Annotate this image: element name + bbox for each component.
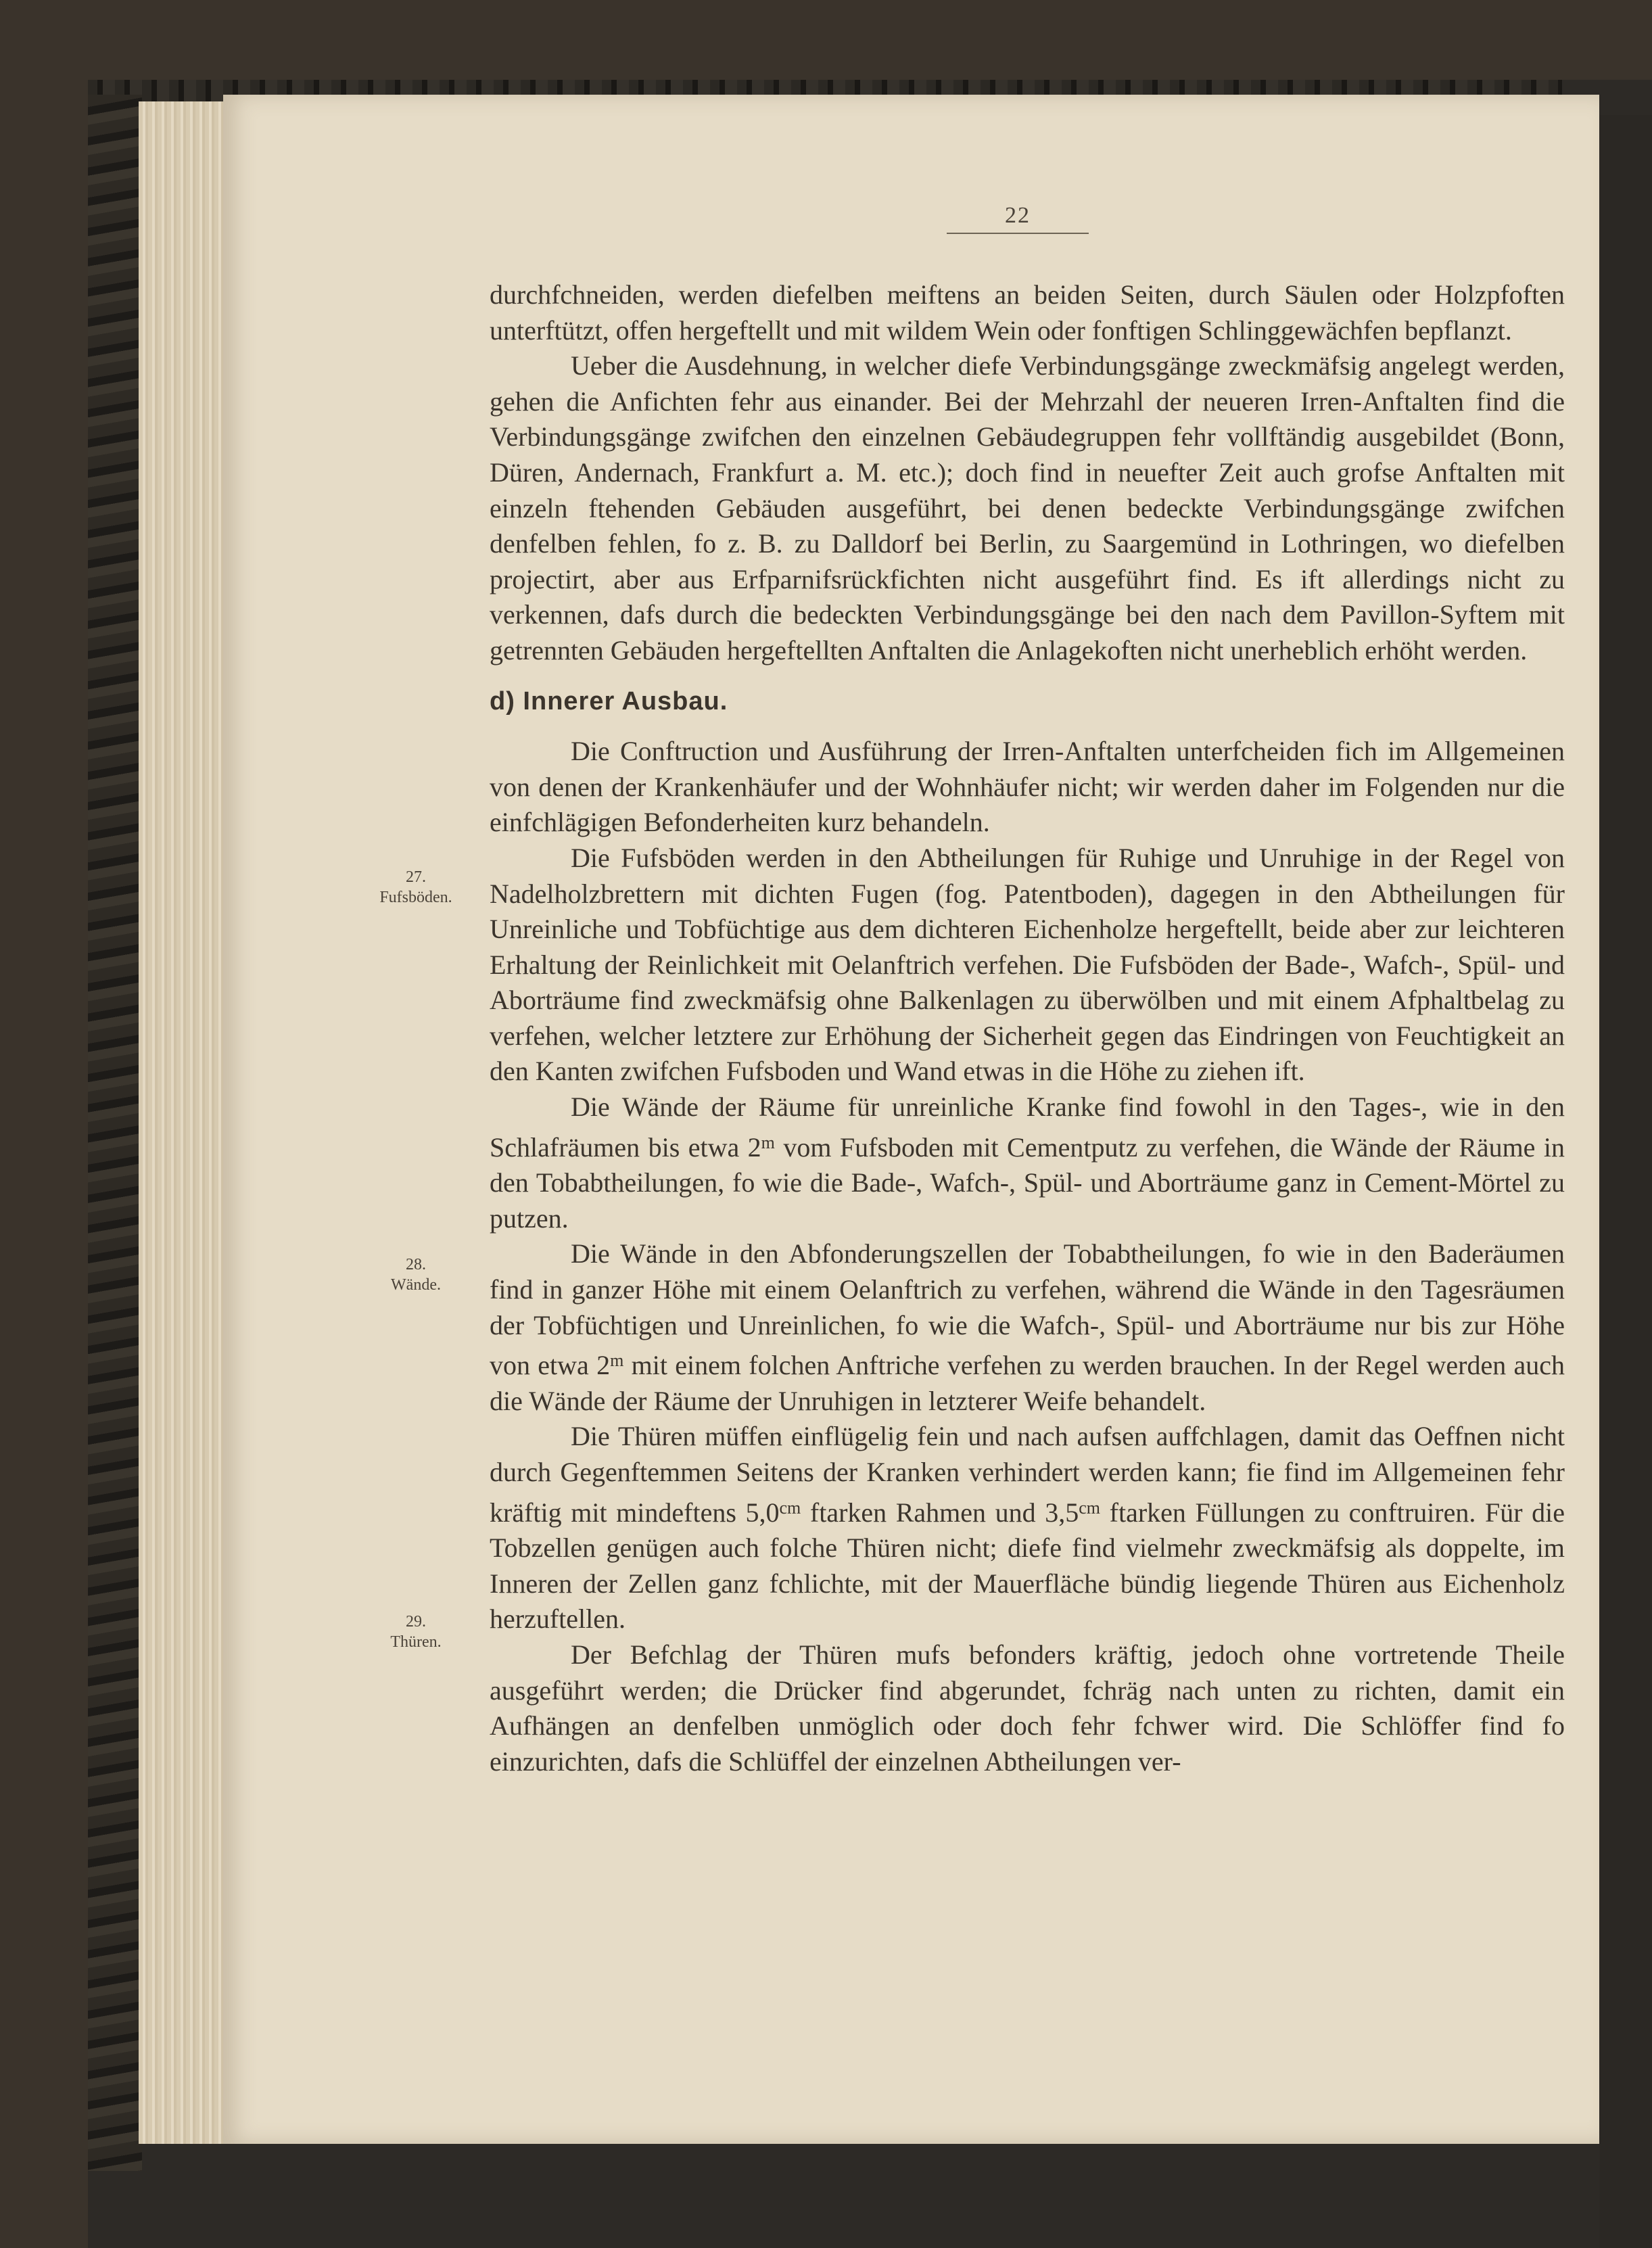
paragraph-text: Die Wände in den Abfonderungszellen der Tobabtheilungen, fo wie in den Baderäumen find in ganzer Höhe mit einem Oelanftrich zu verfehen, während die Wände in den Tagesräumen der Tobfüchtigen und Unreinlichen, fo wie die Wafch-, Spül- und Aborträume nur bis zur Höhe von etwa 2 (490, 1238, 1565, 1381)
margin-note-label: Fufsböden. (379, 889, 452, 906)
paragraph: durchfchneiden, werden diefelben meiftens an beiden Seiten, durch Säulen oder Holzpfoften unterftützt, offen hergeftellt und mit wildem Wein oder fonftigen Schlinggewächfen bepflanzt. (490, 279, 1565, 346)
margin-note-27 (358, 867, 473, 908)
paragraph: Der Befchlag der Thüren mufs befonders kräftig, jedoch ohne vortretende Theile ausgeführt werden; die Drücker find abgerundet, fchräg nach unten zu richten, damit ein Aufhängen an denfelben unmöglich oder doch fehr fchwer wird. Die Schlöffer find fo einzurichten, dafs die Schlüffel der einzelnen Abtheilungen ver- (490, 1639, 1565, 1777)
paragraph-text: Die Thüren müffen einflügelig fein und nach aufsen auffchlagen, damit das Oeffnen nicht durch Gegenftemmen Seitens der Kranken verhindert werden kann; fie find im Allgemeinen fehr kräftig mit mindeftens 5,0 (490, 1421, 1565, 1528)
right-shadow (1599, 115, 1652, 2248)
paragraph (490, 1090, 1565, 1236)
margin-note-29 (358, 1612, 473, 1652)
margin-note-label: Thüren. (390, 1633, 442, 1651)
page-number: 22 (1005, 203, 1031, 228)
margin-note-28 (358, 1255, 473, 1295)
paragraph (490, 1236, 1565, 1419)
paragraph (490, 1419, 1565, 1637)
paragraph: Die Conftruction und Ausführung der Irren-Anftalten unterfcheiden fich im Allgemeinen von denen der Krankenhäufer und der Wohnhäufer nicht; wir werden daher im Folgenden nur die einfchlägigen Befonderheiten kurz behandeln. (490, 736, 1565, 838)
margin-note-number: 28. (406, 1256, 426, 1273)
paragraph: Ueber die Ausdehnung, in welcher diefe Verbindungsgänge zweckmäfsig angelegt werden, gehen die Anfichten fehr aus einander. Bei der Mehrzahl der neueren Irren-Anftalten find die Verbindungsgänge zwifchen den einzelnen Gebäudegruppen fehr vollftändig ausgebildet (Bonn, Düren, Andernach, Frankfurt a. M. etc.); doch find in neuefter Zeit auch grofse Anftalten mit einzeln ftehenden Gebäuden ausgeführt, bei denen bedeckte Verbindungsgänge zwifchen denfelben fehlen, fo z. B. zu Dalldorf bei Berlin, zu Saargemünd in Lothringen, wo diefelben projectirt, aber aus Erfparnifsrückfichten nicht ausgeführt find. Es ift allerdings nicht zu verkennen, dafs durch die bedeckten Verbindungsgänge bei den nach dem Pavillon-Syftem mit getrennten Gebäuden hergeftellten Anftalten die Anlagekoften nicht unerheblich erhöht werden. (490, 350, 1565, 665)
body-text (490, 277, 1565, 1779)
section-heading-text: d) Innerer Ausbau. (490, 686, 728, 716)
paragraph-text: mit einem folchen Anftriche verfehen zu werden brauchen. In der Regel werden auch die Wände der Räume der Unruhigen in letzterer Weife behandelt. (490, 1350, 1565, 1416)
paragraph-text: ftarken Füllungen zu conftruiren. Für die Tobzellen genügen auch folche Thüren nicht; diefe find vielmehr zweckmäfsig als doppelte, im Inneren der Zellen ganz fchlichte, mit der Mauerfläche bündig liegende Thüren aus Eichenholz herzuftellen. (490, 1497, 1565, 1635)
margin-note-label: Wände. (391, 1276, 441, 1294)
margin-note-number: 29. (406, 1613, 426, 1631)
paragraph: Die Fufsböden werden in den Abtheilungen für Ruhige und Unruhige in der Regel von Nadelholzbrettern mit dichten Fugen (fog. Patentboden), dagegen in den Abtheilungen für Unreinliche und Tobfüchtige aus dem dichteren Eichenholze hergeftellt, beide aber zur leichteren Erhaltung der Reinlichkeit mit Oelanftrich verfehen. Die Fufsböden der Bade-, Wafch-, Spül- und Aborträume find zweckmäfsig ohne Balkenlagen zu überwölben und mit einem Afphaltbelag zu verfehen, welcher letztere zur Erhöhung der Sicherheit gegen das Eindringen von Feuchtigkeit an den Kanten zwifchen Fufsboden und Wand etwas in die Höhe zu ziehen ift. (490, 842, 1565, 1087)
margin-note-number: 27. (406, 868, 426, 886)
paragraph-text: ftarken Rahmen und 3,5 (801, 1497, 1079, 1528)
paragraph-text: vom Fufsboden mit Cementputz zu verfehen, die Wände der Räume in den Tobabtheilungen, fo wie die Bade-, Wafch-, Spül- und Aborträume ganz in Cement-Mörtel zu putzen. (490, 1131, 1565, 1234)
unit-centimeter: cm (1079, 1497, 1101, 1518)
cover-spine-edge (88, 95, 142, 2171)
page-header (947, 203, 1089, 234)
unit-centimeter: cm (779, 1497, 801, 1518)
unit-meter: m (761, 1132, 775, 1152)
paragraph-text: Die Wände der Räume für unreinliche Kranke find fowohl in den Tages-, wie in den Schlafräumen bis etwa 2 (490, 1092, 1565, 1163)
unit-meter: m (610, 1351, 624, 1371)
section-heading (490, 684, 1565, 720)
